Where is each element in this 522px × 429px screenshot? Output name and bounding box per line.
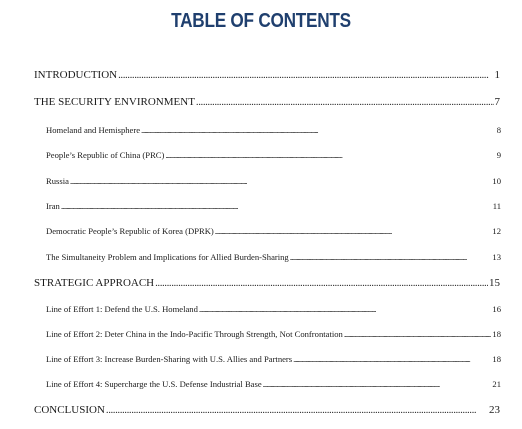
dot-leader [118, 68, 493, 82]
toc-entry-label: Iran [46, 201, 60, 211]
toc-entry-page: 18 [492, 329, 501, 339]
toc-entry-dprk[interactable] [46, 224, 501, 238]
toc-entry-page: 9 [496, 150, 501, 160]
toc-entry-label: Line of Effort 2: Deter China in the Indo-Pacific Through Strength, Not Confrontation [46, 329, 343, 339]
toc-entry-page: 11 [492, 201, 501, 211]
toc-entry-page: 8 [496, 125, 501, 135]
toc-entry-page: 23 [489, 404, 500, 416]
toc-entry-conclusion[interactable] [34, 403, 500, 417]
toc-entry-page: 1 [494, 69, 500, 81]
toc-entry-label: INTRODUCTION [34, 69, 118, 81]
toc-entry-label: STRATEGIC APPROACH [34, 277, 155, 289]
dot-leader [215, 224, 492, 238]
dot-leader [165, 148, 495, 162]
toc-entry-strategic-approach[interactable] [34, 276, 500, 290]
dot-leader [61, 199, 492, 213]
toc-entry-introduction[interactable] [34, 68, 500, 82]
toc-entry-security-environment[interactable] [34, 95, 500, 109]
toc-entry-label: THE SECURITY ENVIRONMENT [34, 96, 195, 108]
toc-entry-label: Democratic People’s Republic of Korea (DPRK) [46, 226, 214, 236]
toc-entry-label: CONCLUSION [34, 404, 105, 416]
toc-entry-label: Homeland and Hemisphere [46, 125, 141, 135]
dot-leader [106, 403, 488, 417]
toc-entry-page: 18 [492, 354, 501, 364]
toc-entry-label: Russia [46, 176, 69, 186]
dot-leader [199, 302, 492, 316]
toc-entry-label: The Simultaneity Problem and Implications for Allied Burden-Sharing [46, 252, 289, 262]
toc-entry-prc[interactable] [46, 148, 501, 162]
toc-entry-page: 13 [492, 252, 501, 262]
toc-entry-loe-3[interactable] [46, 352, 501, 366]
toc-entry-label: Line of Effort 1: Defend the U.S. Homeland [46, 304, 198, 314]
toc-entry-page: 21 [492, 379, 501, 389]
toc-entry-loe-2[interactable] [46, 327, 501, 341]
toc-entry-page: 12 [492, 226, 501, 236]
toc-entry-page: 16 [492, 304, 501, 314]
toc-entry-label: Line of Effort 3: Increase Burden-Sharing with U.S. Allies and Partners [46, 354, 293, 364]
toc-entry-iran[interactable] [46, 199, 501, 213]
toc-title: TABLE OF CONTENTS [171, 10, 351, 32]
toc-entry-simultaneity[interactable] [46, 250, 501, 264]
dot-leader [155, 276, 488, 290]
toc-entry-page: 10 [492, 176, 501, 186]
dot-leader [70, 174, 491, 188]
toc-entry-loe-4[interactable] [46, 377, 501, 391]
toc-entry-russia[interactable] [46, 174, 501, 188]
toc-entry-homeland[interactable] [46, 123, 501, 137]
toc-entry-page: 7 [494, 96, 500, 108]
dot-leader [290, 250, 492, 264]
dot-leader [293, 352, 491, 366]
toc-entry-page: 15 [489, 277, 500, 289]
dot-leader [263, 377, 492, 391]
toc-entry-label: Line of Effort 4: Supercharge the U.S. Defense Industrial Base [46, 379, 262, 389]
dot-leader [344, 327, 492, 341]
toc-entry-label: People’s Republic of China (PRC) [46, 150, 165, 160]
toc-entry-loe-1[interactable] [46, 302, 501, 316]
dot-leader [196, 95, 494, 109]
dot-leader [141, 123, 496, 137]
